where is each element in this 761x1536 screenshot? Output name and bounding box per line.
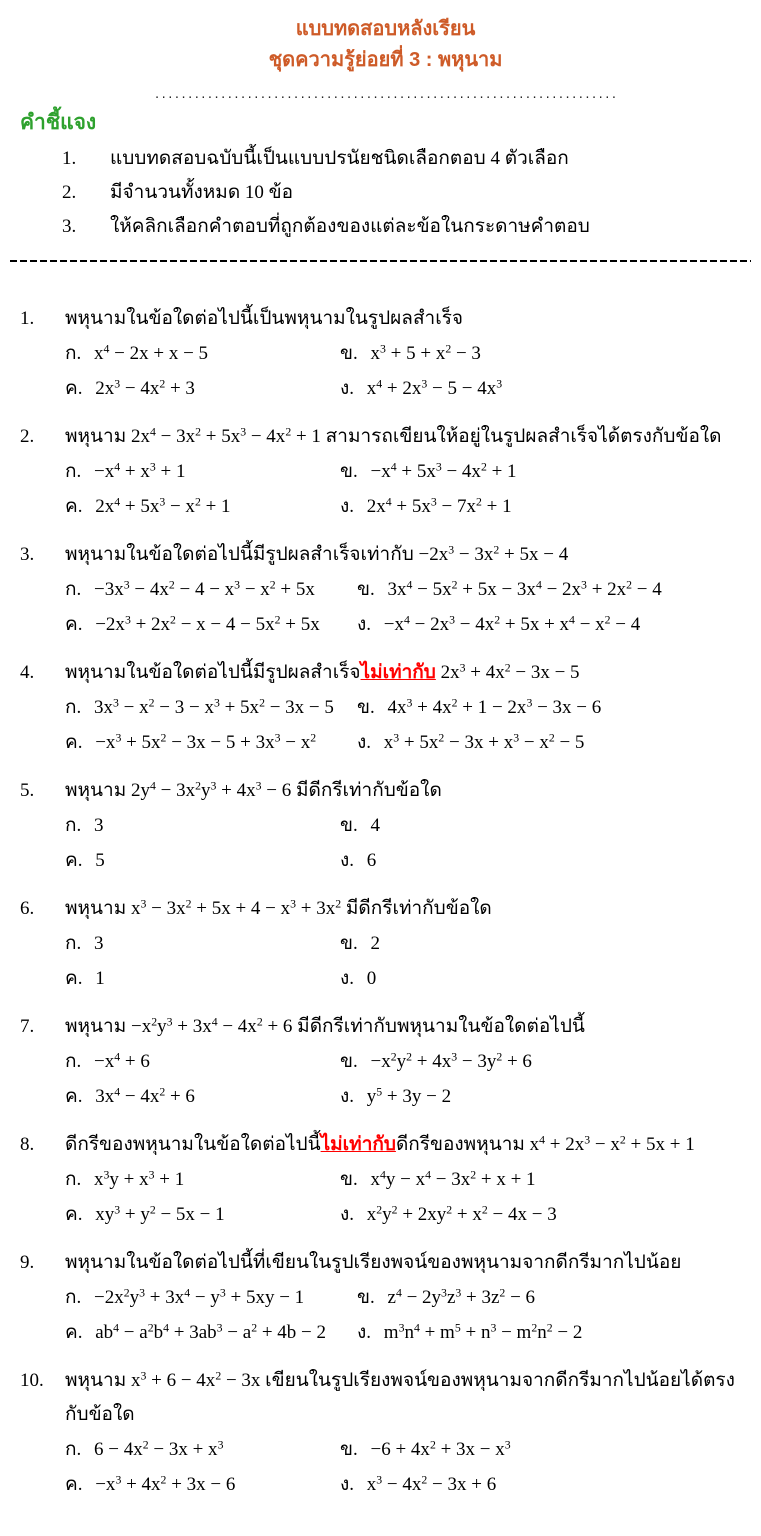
instruction-text: มีจำนวนทั้งหมด 10 ข้อ [110,182,294,203]
question-choices [65,690,751,760]
choice-label: ค. [65,1086,83,1107]
choice-expression: $3x^3 - x^2 - 3 - x^3 + 5x^2 - 3x - 5$ [94,696,334,718]
instructions-section [20,108,751,244]
choice-label: ข. [340,343,358,364]
choice-label: ค. [65,378,83,399]
choice-expression: $2x^4 + 5x^3 - 7x^2 + 1$ [366,495,512,517]
choice-expression: $3x^4 - 5x^2 + 5x - 3x^4 - 2x^3 + 2x^2 - 4$ [387,578,662,600]
question-stem [65,1246,681,1280]
stem-emphasis: ไม่เท่ากับ [360,662,436,683]
stem-text: ดีกรีของพหุนามในข้อใดต่อไปนี้ [65,1134,321,1155]
question [20,302,751,406]
choice [65,607,357,642]
question-number: 9. [20,1252,35,1273]
choice-expression: $y^5 + 3y - 2$ [366,1085,452,1107]
choice-label: ค. [65,1322,83,1343]
choice [65,336,340,371]
choice [65,1432,340,1467]
choice-expression: $x^2y^2 + 2xy^2 + x^2 - 4x - 3$ [366,1203,557,1225]
choice [65,454,340,489]
choice-expression: $-x^4 + 6$ [94,1050,150,1072]
stem-text: พหุนาม [65,1016,131,1037]
choice-label: ข. [340,1169,358,1190]
choice-label: ก. [65,1169,82,1190]
instructions-list [20,142,751,244]
choice-label: ก. [65,1439,82,1460]
choice [340,336,751,371]
page-title: แบบทดสอบหลังเรียน [295,18,476,40]
choice-expression: 4 [370,815,380,836]
question-stem [65,1128,695,1162]
choice-expression: $x^3y + x^3 + 1$ [94,1168,185,1190]
choice [340,454,751,489]
choice [65,961,340,996]
question-stem [65,538,568,572]
choice-label: ง. [340,1086,355,1107]
question-choices [65,1044,751,1114]
choice [357,607,751,642]
question [20,1128,751,1232]
choice [65,1044,340,1079]
choice-expression: 6 [366,850,377,871]
question-stem [65,656,580,690]
question-stem-row [20,1364,751,1432]
choice-expression: $ab^4 - a^2b^4 + 3ab^3 - a^2 + 4b - 2$ [95,1321,327,1343]
choice [65,572,357,607]
choice [340,808,751,843]
document-header [20,14,751,102]
stem-text: พหุนาม [65,898,131,919]
choice [340,1197,751,1232]
choice [357,572,751,607]
question-number: 1. [20,308,35,329]
choice-label: ก. [65,933,82,954]
choice-expression: $x^3 + 5 + x^2 - 3$ [370,342,481,364]
stem-expression: $x^4 + 2x^3 - x^2 + 5x + 1$ [529,1133,695,1155]
stem-text: มีดีกรีเท่ากับข้อใด [291,780,442,801]
instructions-heading: คำชี้แจง [20,111,97,134]
choice [65,843,340,878]
question-stem-row [20,538,751,572]
question [20,774,751,878]
choice-expression: $4x^3 + 4x^2 + 1 - 2x^3 - 3x - 6$ [387,696,602,718]
choice [65,926,340,961]
choice-label: ก. [65,815,82,836]
stem-text: ดีกรีของพหุนาม [395,1134,530,1155]
choice [65,808,340,843]
question-choices [65,572,751,642]
choice-expression: $6 - 4x^2 - 3x + x^3$ [94,1438,224,1460]
choice-label: ข. [340,1439,358,1460]
question-choices [65,1162,751,1232]
choice-expression: $x^4 - 2x + x - 5$ [94,342,209,364]
choice-expression: $-x^4 - 2x^3 - 4x^2 + 5x + x^4 - x^2 - 4$ [383,613,641,635]
question-choices [65,336,751,406]
instruction-number: 2. [62,182,77,203]
choice-label: ค. [65,850,83,871]
stem-expression: $2x^3 + 4x^2 - 3x - 5$ [440,661,580,683]
choice [340,489,751,524]
question-number: 2. [20,426,35,447]
stem-text: พหุนาม [65,426,131,447]
choice [65,1079,340,1114]
page-subtitle: ชุดความรู้ย่อยที่ 3 : พหุนาม [268,49,503,71]
stem-text: พหุนามในข้อใดต่อไปนี้เป็นพหุนามในรูปผลสำเร็จ [65,308,464,329]
choice-expression: 3 [94,933,104,954]
instruction-number: 3. [62,216,77,237]
stem-expression: $2x^4 - 3x^2 + 5x^3 - 4x^2 + 1$ [130,425,321,447]
choice [340,1467,751,1502]
question-number: 4. [20,662,35,683]
choice-label: ก. [65,697,82,718]
choice-expression: $2x^3 - 4x^2 + 3$ [95,377,195,399]
choice-label: ค. [65,732,83,753]
instruction-item [20,176,751,210]
question-stem-row [20,420,751,454]
stem-text: พหุนาม [65,780,131,801]
question-number: 7. [20,1016,35,1037]
choice-label: ก. [65,461,82,482]
choice-label: ข. [340,815,358,836]
question-choices [65,926,751,996]
question-stem [65,420,722,454]
choice-label: ค. [65,496,83,517]
choice [65,1162,340,1197]
choice-expression: 2 [370,933,380,954]
choice [340,926,751,961]
choice-label: ค. [65,1204,83,1225]
question-stem [65,302,463,336]
instruction-text: ให้คลิกเลือกคำตอบที่ถูกต้องของแต่ละข้อในกระดาษคำตอบ [110,216,590,237]
choice [357,1280,751,1315]
question-stem-row [20,774,751,808]
choice [340,1432,751,1467]
choice-label: ง. [340,1204,355,1225]
question-choices [65,1280,751,1350]
choice-expression: 1 [95,968,105,989]
choice [65,725,357,760]
stem-text: พหุนาม [65,1370,131,1391]
choice-label: ง. [340,496,355,517]
choice-expression: $-3x^3 - 4x^2 - 4 - x^3 - x^2 + 5x$ [94,578,315,600]
choice-label: ข. [357,697,375,718]
choice [357,1315,751,1350]
question-number: 8. [20,1134,35,1155]
choice-expression: $3x^4 - 4x^2 + 6$ [95,1085,195,1107]
choice [340,1079,751,1114]
choice-expression: 3 [94,815,104,836]
instruction-item [20,210,751,244]
choice-expression: 5 [95,850,105,871]
question-stem [65,774,442,808]
stem-text: สามารถเขียนให้อยู่ในรูปผลสำเร็จได้ตรงกับข้อใด [320,426,722,447]
stem-emphasis: ไม่เท่ากับ [320,1134,396,1155]
question-stem-row [20,1128,751,1162]
choice-label: ข. [357,1287,375,1308]
question [20,892,751,996]
questions-list [20,302,751,1502]
choice-expression: $-x^4 + x^3 + 1$ [94,460,186,482]
choice-label: ก. [65,343,82,364]
choice [65,1280,357,1315]
choice-expression: $-2x^2y^3 + 3x^4 - y^3 + 5xy - 1$ [94,1286,305,1308]
choice-label: ค. [65,1474,83,1495]
choice-label: ข. [340,1051,358,1072]
stem-text: มีดีกรีเท่ากับข้อใด [341,898,492,919]
instruction-item [20,142,751,176]
choice [65,690,357,725]
question-stem-row [20,1246,751,1280]
choice-label: ข. [340,461,358,482]
choice [65,1315,357,1350]
stem-text: พหุนามในข้อใดต่อไปนี้มีรูปผลสำเร็จ [65,662,361,683]
choice-label: ก. [65,579,82,600]
question-stem-row [20,302,751,336]
question-choices [65,1432,751,1502]
stem-text: พหุนามในข้อใดต่อไปนี้มีรูปผลสำเร็จเท่ากับ [65,544,419,565]
question-stem [65,1364,751,1432]
choice-expression: 0 [366,968,377,989]
choice [65,489,340,524]
instruction-text: แบบทดสอบฉบับนี้เป็นแบบปรนัยชนิดเลือกตอบ 4 ตัวเลือก [110,148,569,169]
question [20,1364,751,1502]
question [20,420,751,524]
stem-expression: $-2x^3 - 3x^2 + 5x - 4$ [418,543,569,565]
choice [357,690,751,725]
choice-expression: $x^4 + 2x^3 - 5 - 4x^3$ [366,377,503,399]
choice-label: ง. [340,968,355,989]
question-stem [65,1010,585,1044]
choice-expression: $-x^2y^2 + 4x^3 - 3y^2 + 6$ [370,1050,532,1072]
choice [65,1197,340,1232]
question-number: 10. [20,1370,44,1391]
choice-expression: $-x^3 + 4x^2 + 3x - 6$ [95,1473,236,1495]
choice-label: ก. [65,1287,82,1308]
choice-expression: $-2x^3 + 2x^2 - x - 4 - 5x^2 + 5x$ [95,613,320,635]
choice-expression: $-6 + 4x^2 + 3x - x^3$ [370,1438,511,1460]
choice-label: ค. [65,968,83,989]
question-choices [65,454,751,524]
choice-expression: $-x^3 + 5x^2 - 3x - 5 + 3x^3 - x^2$ [95,731,317,753]
choice [357,725,751,760]
choice [65,371,340,406]
choice-label: ง. [357,614,372,635]
stem-text: เขียนในรูปเรียงพจน์ของพหุนามจากดีกรีมากไปน้อยได้ตรงกับข้อใด [65,1370,735,1425]
stem-expression: $2y^4 - 3x^2y^3 + 4x^3 - 6$ [130,779,292,801]
choice-label: ง. [340,850,355,871]
choice [65,1467,340,1502]
choice-expression: $z^4 - 2y^3z^3 + 3z^2 - 6$ [387,1286,536,1308]
dotted-divider: ...................................................................... [153,88,618,101]
choice-label: ค. [65,614,83,635]
choice-label: ง. [357,732,372,753]
instruction-number: 1. [62,148,77,169]
question-stem-row [20,656,751,690]
choice-label: ข. [340,933,358,954]
question [20,1010,751,1114]
choice-label: ง. [340,1474,355,1495]
choice [340,1044,751,1079]
question-number: 6. [20,898,35,919]
choice-expression: $x^3 - 4x^2 - 3x + 6$ [366,1473,497,1495]
question-stem [65,892,492,926]
choice-expression: $x^4y - x^4 - 3x^2 + x + 1$ [370,1168,536,1190]
question-number: 5. [20,780,35,801]
dashed-divider [10,260,751,262]
choice-label: ก. [65,1051,82,1072]
choice [340,843,751,878]
choice-expression: $2x^4 + 5x^3 - x^2 + 1$ [95,495,231,517]
stem-expression: $x^3 + 6 - 4x^2 - 3x$ [130,1369,261,1391]
question-stem-row [20,892,751,926]
stem-text: มีดีกรีเท่ากับพหุนามในข้อใดต่อไปนี้ [292,1016,585,1037]
choice-expression: $xy^3 + y^2 - 5x - 1$ [95,1203,225,1225]
question-stem-row [20,1010,751,1044]
choice-label: ง. [340,378,355,399]
choice [340,1162,751,1197]
stem-expression: $-x^2y^3 + 3x^4 - 4x^2 + 6$ [130,1015,293,1037]
question-choices [65,808,751,878]
choice-label: ง. [357,1322,372,1343]
choice [340,961,751,996]
question-number: 3. [20,544,35,565]
choice-expression: $-x^4 + 5x^3 - 4x^2 + 1$ [370,460,517,482]
stem-text [436,662,441,683]
choice [340,371,751,406]
choice-expression: $x^3 + 5x^2 - 3x + x^3 - x^2 - 5$ [383,731,585,753]
question [20,656,751,760]
question [20,538,751,642]
choice-expression: $m^3n^4 + m^5 + n^3 - m^2n^2 - 2$ [383,1321,583,1343]
stem-text: พหุนามในข้อใดต่อไปนี้ที่เขียนในรูปเรียงพจน์ของพหุนามจากดีกรีมากไปน้อย [65,1252,682,1273]
stem-expression: $x^3 - 3x^2 + 5x + 4 - x^3 + 3x^2$ [130,897,342,919]
choice-label: ข. [357,579,375,600]
question [20,1246,751,1350]
